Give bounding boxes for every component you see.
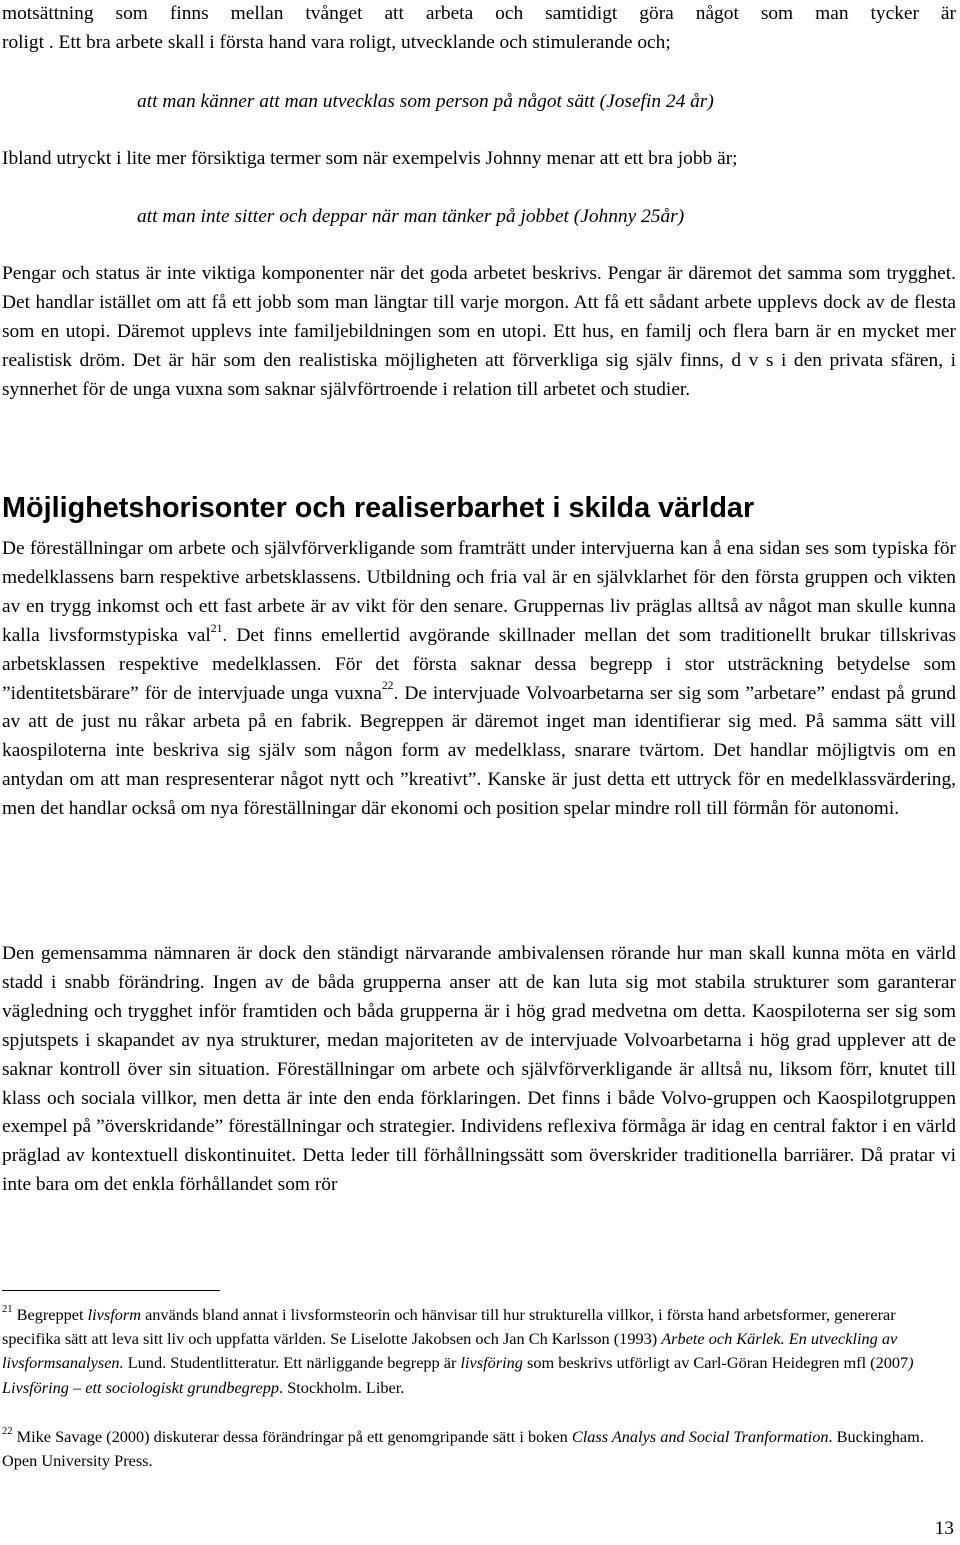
paragraph-last-text: Den gemensamma nämnaren är dock den ständigt närvarande ambivalensen rörande hur man skall kunna möta en värld stadd i snabb förändring. Ingen av de båda grupperna anser att de kan luta sig mot stabila strukturer som garanterar vägledning och trygghet inför framtiden och båda grupperna är i hög grad medvetna om detta. Kaospiloterna ser sig som spjutspets i skapandet av nya strukturer, medan majoriteten av de intervjuade Volvoarbetarna i hög grad upplever att de saknar kontroll över sin situation. Föreställningar om arbete och självförverkligande är alltså nu, liksom förr, knutet till klass och sociala villkor, men detta är inte den enda förklaringen. Det finns i både Volvo-gruppen och Kaospilotgruppen exempel på ”överskridande” föreställningar och strategier. Individens reflexiva förmåga är idag en central faktor i en värld präglad av kontextuell diskontinuitet. Detta leder till förhållningssätt som överskrider traditionella barriärer. Då pratar vi inte bara om det enkla förhållandet som rör — [2, 943, 956, 1196]
footnote-22 — [2, 1425, 956, 1473]
paragraph-main-text — [2, 535, 956, 824]
footnote-21-text: . Stockholm. Liber. — [279, 1377, 405, 1397]
page-number: 13 — [934, 1518, 954, 1539]
quote-josefin: att man känner att man utvecklas som person på något sätt (Josefin 24 år) — [137, 91, 714, 112]
paragraph-pengar-text: Pengar och status är inte viktiga komponenter när det goda arbetet beskrivs. Pengar är däremot det samma som trygghet. Det handlar istället om att få ett jobb som man längtar till varje morgon. Att få ett sådant arbete upplevs dock av de flesta som en utopi. Däremot upplevs inte familjebildningen som en utopi. Ett hus, en familj och flera barn är en mycket mer realistisk dröm. Det är här som den realistiska möjligheten att förverkliga sig själv finns, d v s i den privata sfären, i synnerhet för de unga vuxna som saknar självförtroende i relation till arbetet och studier. — [2, 263, 956, 400]
footnote-21-text: används bland annat i livsformsteorin och hänvisar till hur strukturella villkor, i första hand arbetsformer, genererar specifika sätt att leva sitt liv och uppfatta världen. Se Liselotte Jakobsen och Jan Ch Karlsson (1993) — [2, 1305, 896, 1349]
paragraph-main-part1: De föreställningar om arbete och självförverkligande som framträtt under intervjuerna kan å ena sidan ses som typiska för medelklassens barn respektive arbetsklassens. Utbildning och fria val är en självklarhet för den första gruppen och vikten av en trygg inkomst och ett fast arbete är av vikt för den senare. Gruppernas liv präglas alltså av något man skulle kunna kalla livsformstypiska val — [2, 538, 956, 646]
footnote-21-term-livsforing: livsföring — [460, 1353, 523, 1373]
footnote-ref-21[interactable]: 21 — [210, 621, 223, 635]
paragraph-main-part3: . De intervjuade Volvoarbetarna ser sig som ”arbetare” endast på grund av att de just nu råkar arbeta på en fabrik. Begreppen är däremot inget man identifierar sig med. På samma sätt vill kaospiloterna inte beskriva sig själv som någon form av medelklass, snarare tvärtom. Det handlar möjligtvis om en antydan om att man respresenterar något nytt och ”kreativt”. Kanske är just detta ett uttryck för en medelklassvärdering, men det handlar också om nya föreställningar där ekonomi och position spelar mindre roll till förmån för autonomi. — [2, 682, 956, 820]
footnote-22-text: . Buckingham. Open University Press. — [2, 1427, 924, 1471]
footnote-22-book-title: Class Analys and Social Tranformation — [571, 1427, 829, 1446]
footnote-21-text: som beskrivs utförligt av Carl-Göran Heidegren mfl (2007 — [522, 1353, 909, 1373]
footnote-21-book-title-2: ) Livsföring – ett sociologiskt grundbegrepp — [2, 1353, 914, 1397]
paragraph-main-part2: . Det finns emellertid avgörande skillnader mellan det som traditionellt brukar tillskrivas arbetsklassen respektive medelklassen. För det första saknar dessa begrepp i stor utsträckning betydelse som ”identitetsbärare” för de intervjuade unga vuxna — [2, 624, 957, 704]
section-heading: Möjlighetshorisonter och realiserbarhet i skilda världar — [2, 492, 755, 524]
footnote-21-text: Begreppet — [12, 1305, 88, 1324]
footnote-21-book-title: Arbete och Kärlek. En utveckling av livsformsanalysen. — [2, 1329, 898, 1373]
footnote-21-term-livsform: livsform — [87, 1305, 141, 1324]
paragraph-johnny — [2, 145, 956, 174]
paragraph-last — [2, 940, 956, 1200]
footnote-ref-22[interactable]: 22 — [381, 679, 394, 693]
footnote-21-text: Lund. Studentlitteratur. Ett närliggande begrepp är — [123, 1353, 461, 1373]
footnote-21-number: 21 — [2, 1304, 13, 1315]
quote-johnny: att man inte sitter och deppar när man tänker på jobbet (Johnny 25år) — [137, 206, 685, 227]
paragraph-pengar — [2, 260, 956, 405]
footnote-21 — [2, 1303, 956, 1400]
top-paragraph-line1: motsättning som finns mellan tvånget att arbeta och samtidigt göra något som man tycker är — [2, 3, 956, 24]
footnote-22-number: 22 — [2, 1426, 13, 1437]
paragraph-johnny-text: Ibland utryckt i lite mer försiktiga termer som när exempelvis Johnny menar att ett bra jobb är; — [2, 148, 738, 169]
paragraph-main — [2, 535, 956, 824]
footnote-divider — [2, 1290, 220, 1291]
top-paragraph-line2: roligt . Ett bra arbete skall i första hand vara roligt, utvecklande och stimulerande och; — [2, 31, 671, 53]
footnote-22-text: Mike Savage (2000) diskuterar dessa förändringar på ett genomgripande sätt i boken — [12, 1427, 572, 1446]
top-paragraph — [2, 0, 956, 58]
